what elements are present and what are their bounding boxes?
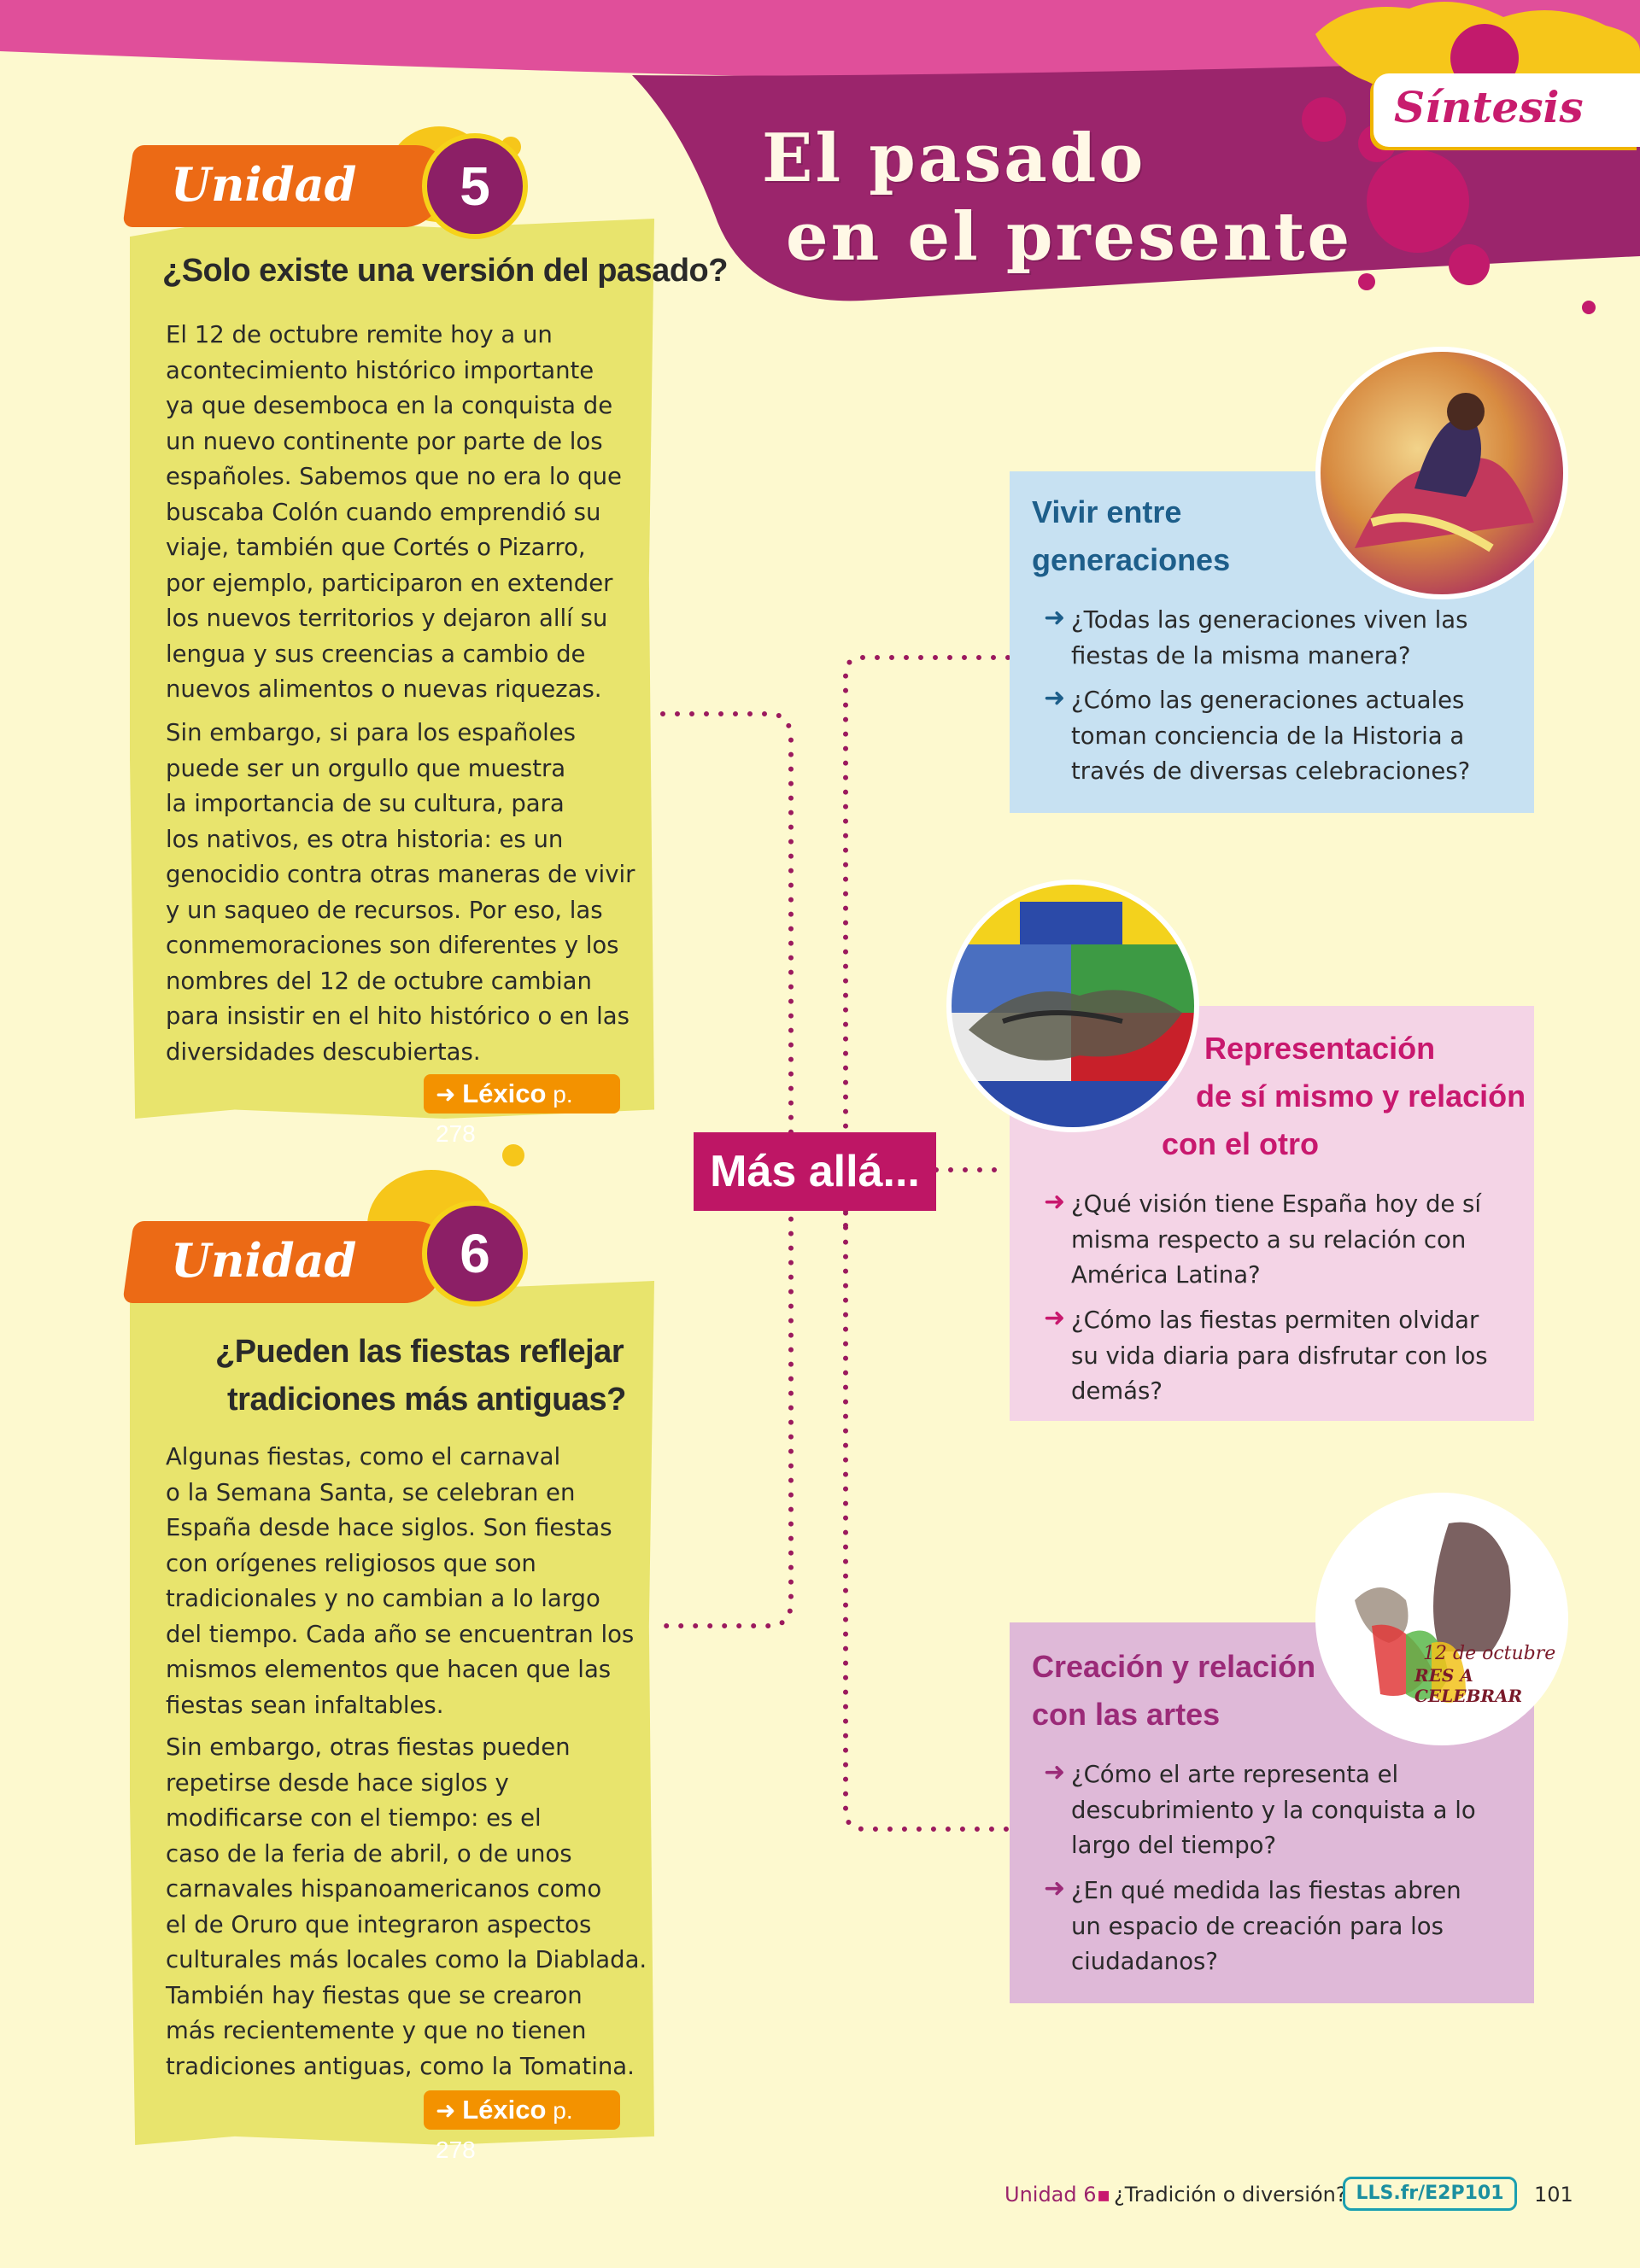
- footer-unit: Unidad 6: [1004, 2183, 1097, 2207]
- footer-chapter: ¿Tradición o diversión?: [1114, 2183, 1347, 2207]
- topic-generaciones-bullet-1: ¿Todas las generaciones viven las fiestas de la misma manera?: [1071, 606, 1468, 669]
- poster-text-line2: RES A CELEBRAR: [1414, 1665, 1523, 1706]
- topic-artes-title-line1: Creación y relación: [1032, 1649, 1316, 1684]
- unit5-paragraph1: El 12 de octubre remite hoy a un acontecimiento histórico importante ya que desemboca en la conquista de un nuevo continente por parte de los españoles. Sabemos que no era lo que buscaba Colón cuando emprendió su viaje, también que Cortés o Pizarro, por ejemplo, participaron en extender los nuevos territorios y dejaron allí su lengua y sus creencias a cambio de nuevos alimentos o nuevas riquezas.: [166, 321, 622, 703]
- topic-artes-bullet-2: ¿En qué medida las fiestas abren un espacio de creación para los ciudadanos?: [1071, 1877, 1461, 1975]
- topic-generaciones-title-line1: Vivir entre: [1032, 494, 1182, 529]
- arrow-right-icon: ➜: [1044, 1303, 1066, 1333]
- footer-link[interactable]: LLS.fr/E2P101: [1343, 2177, 1517, 2211]
- unit5-number: 5: [422, 133, 528, 239]
- page-title-line2: en el presente: [786, 198, 1353, 276]
- festival-illustration-icon: [1321, 352, 1563, 594]
- unit6-splash-dot: [502, 1144, 524, 1166]
- topic-representacion-bullet-2: ¿Cómo las fiestas permiten olvidar su vida diaria para disfrutar con los demás?: [1071, 1306, 1488, 1405]
- topic-representacion-title-line2: de sí mismo y relación: [1196, 1078, 1526, 1114]
- poster-text-line1: 12 de octubre: [1423, 1643, 1556, 1664]
- topic-generaciones-bullet-2: ¿Cómo las generaciones actuales toman conciencia de la Historia a través de diversas celebraciones?: [1071, 687, 1471, 785]
- footer-separator: ▪: [1097, 2183, 1111, 2207]
- arrow-right-icon: ➜: [1044, 1873, 1066, 1903]
- unit6-lexico-page: p. 278: [436, 2097, 573, 2163]
- page-number: 101: [1534, 2183, 1573, 2207]
- poster-photo: [1315, 1493, 1568, 1745]
- unit6-label: Unidad: [171, 1233, 357, 1288]
- topic-representacion-bullet-1: ¿Qué visión tiene España hoy de sí misma respecto a su relación con América Latina?: [1071, 1190, 1482, 1289]
- arrow-right-icon: ➜: [1044, 603, 1066, 633]
- unit6-paragraph2: Sin embargo, otras fiestas pueden repetirse desde hace siglos y modificarse con el tiempo: es el caso de la feria de abril, o de unos carnavales hispanoamericanos como el de Oruro que integraron aspectos culturales más locales como la Diablada. También hay fiestas que se crearon más recientemente y que no tienen tradiciones antiguas, como la Tomatina.: [166, 1733, 647, 2080]
- sintesis-label: Síntesis: [1394, 82, 1584, 132]
- unit6-question-line2: tradiciones más antiguas?: [227, 1382, 626, 1418]
- unit6-lexico-link[interactable]: [424, 2090, 620, 2163]
- festival-photo: [1315, 347, 1568, 599]
- unit5-lexico-page: p. 278: [436, 1081, 573, 1147]
- unit6-lexico-label: Léxico: [462, 2095, 547, 2125]
- topic-representacion-title-line3: con el otro: [1162, 1126, 1320, 1161]
- unit6-question-line1: ¿Pueden las fiestas reflejar: [215, 1334, 624, 1370]
- arrow-right-icon: ➜: [1044, 683, 1066, 713]
- page-title-line1: El pasado: [762, 120, 1146, 197]
- unit5-question: ¿Solo existe una versión del pasado?: [162, 253, 728, 289]
- arrow-right-icon: ➜: [1044, 1187, 1066, 1217]
- unit5-paragraph2: Sin embargo, si para los españoles puede ser un orgullo que muestra la importancia de su cultura, para los nativos, es otra historia: es un genocidio contra otras maneras de vivir y un saqueo de recursos. Por eso, las conmemoraciones son diferentes y los nombres del 12 de octubre cambian para insistir en el hito histórico o en las diversidades descubiertas.: [166, 719, 636, 1066]
- topic-artes-title-line2: con las artes: [1032, 1697, 1221, 1732]
- arrow-right-icon: ➜: [1044, 1757, 1066, 1787]
- mas-alla-label: Más allá...: [694, 1132, 936, 1211]
- topic-generaciones-title-line2: generaciones: [1032, 542, 1231, 577]
- topic-artes-bullet-1: ¿Cómo el arte representa el descubrimiento y la conquista a lo largo del tiempo?: [1071, 1761, 1476, 1859]
- unit6-number: 6: [422, 1201, 528, 1306]
- unit5-lexico-link[interactable]: [424, 1074, 620, 1147]
- arrow-right-icon: ➜: [436, 2097, 456, 2124]
- unit6-paragraph1: Algunas fiestas, como el carnaval o la Semana Santa, se celebran en España desde hace siglos. Son fiestas con orígenes religiosos que son tradicionales y no cambian a lo largo del tiempo. Cada año se encuentran los mismos elementos que hacen que las fiestas sean infaltables.: [166, 1443, 635, 1719]
- unit5-lexico-label: Léxico: [462, 1078, 547, 1108]
- handshake-flags-icon: [952, 885, 1194, 1127]
- unit5-label: Unidad: [171, 157, 357, 212]
- topic-representacion-title-line1: Representación: [1204, 1031, 1436, 1066]
- arrow-right-icon: ➜: [436, 1081, 456, 1108]
- handshake-photo: [946, 880, 1199, 1132]
